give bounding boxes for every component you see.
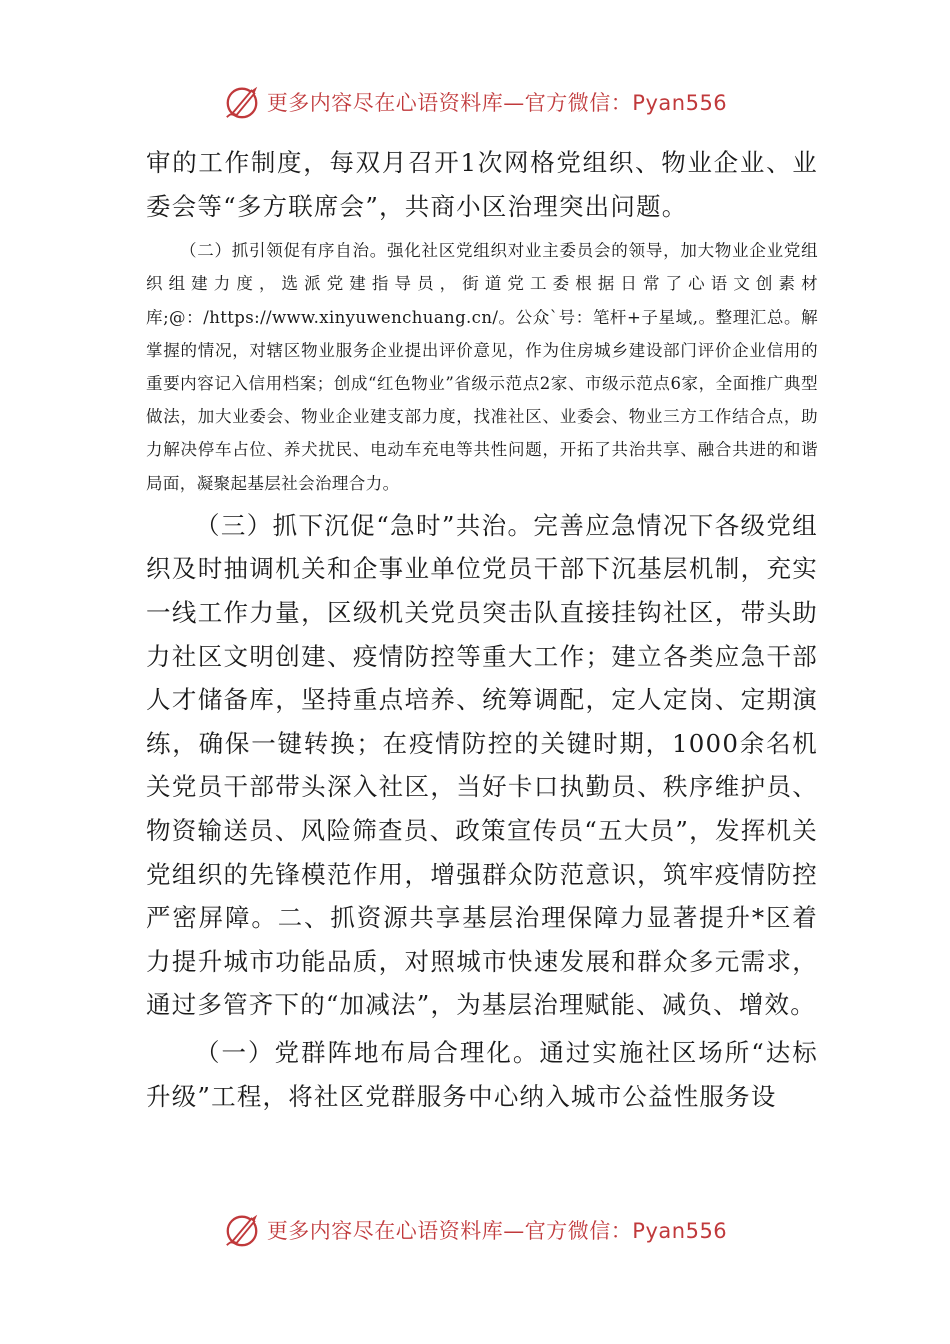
paragraph-self-governance: （二）抓引领促有序自治。强化社区党组织对业主委员会的领导，加大物业企业党组织组建力度，选派党建指导员，街道党工委根据日常了心语文创素材库;@：/https://www.xinyuwenchuang.cn/。公众`号：笔杆+子星域,。整理汇总。解掌握的情况，对辖区物业服务企业提出评价意见，作为住房城乡建设部门评价企业信用的重要内容记入信用档案；创成“红色物业”省级示范点2家、市级示范点6家，全面推广典型做法，加大业委会、物业企业建支部力度，找准社区、业委会、物业三方工作结合点，助力解决停车占位、养犬扰民、电动车充电等共性问题，开拓了共治共享、融合共进的和谐局面，凝聚起基层社会治理合力。 <box>146 241 818 493</box>
paragraph-continuation: 审的工作制度，每双月召开1次网格党组织、物业企业、业委会等“多方联席会”，共商小区治理突出问题。 <box>146 148 818 221</box>
watermark-text: 更多内容尽在心语资料库—官方微信：Pyan556 <box>266 91 728 115</box>
document-body <box>146 141 818 1118</box>
paragraph-party-venue-layout: （一）党群阵地布局合理化。通过实施社区场所“达标升级”工程，将社区党群服务中心纳入城市公益性服务设 <box>146 1037 818 1111</box>
footer-watermark-banner <box>0 1210 950 1250</box>
paragraph-emergency-governance: （三）抓下沉促“急时”共治。完善应急情况下各级党组织及时抽调机关和企事业单位党员干部下沉基层机制，充实一线工作力量，区级机关党员突击队直接挂钩社区，带头助力社区文明创建、疫情防控等重大工作；建立各类应急干部人才储备库，坚持重点培养、统筹调配，定人定岗、定期演练，确保一键转换；在疫情防控的关键时期，1000余名机关党员干部带头深入社区，当好卡口执勤员、秩序维护员、物资输送员、风险筛查员、政策宣传员“五大员”，发挥机关党组织的先锋模范作用，增强群众防范意识，筑牢疫情防控严密屏障。二、抓资源共享基层治理保障力显著提升*区着力提升城市功能品质，对照城市快速发展和群众多元需求，通过多管齐下的“加减法”，为基层治理赋能、减负、增效。 <box>146 510 818 1020</box>
header-watermark-banner <box>0 82 950 122</box>
watermark-text: 更多内容尽在心语资料库—官方微信：Pyan556 <box>266 1219 728 1243</box>
quill-pen-logo-icon <box>223 83 261 121</box>
quill-pen-logo-icon <box>223 1211 261 1249</box>
